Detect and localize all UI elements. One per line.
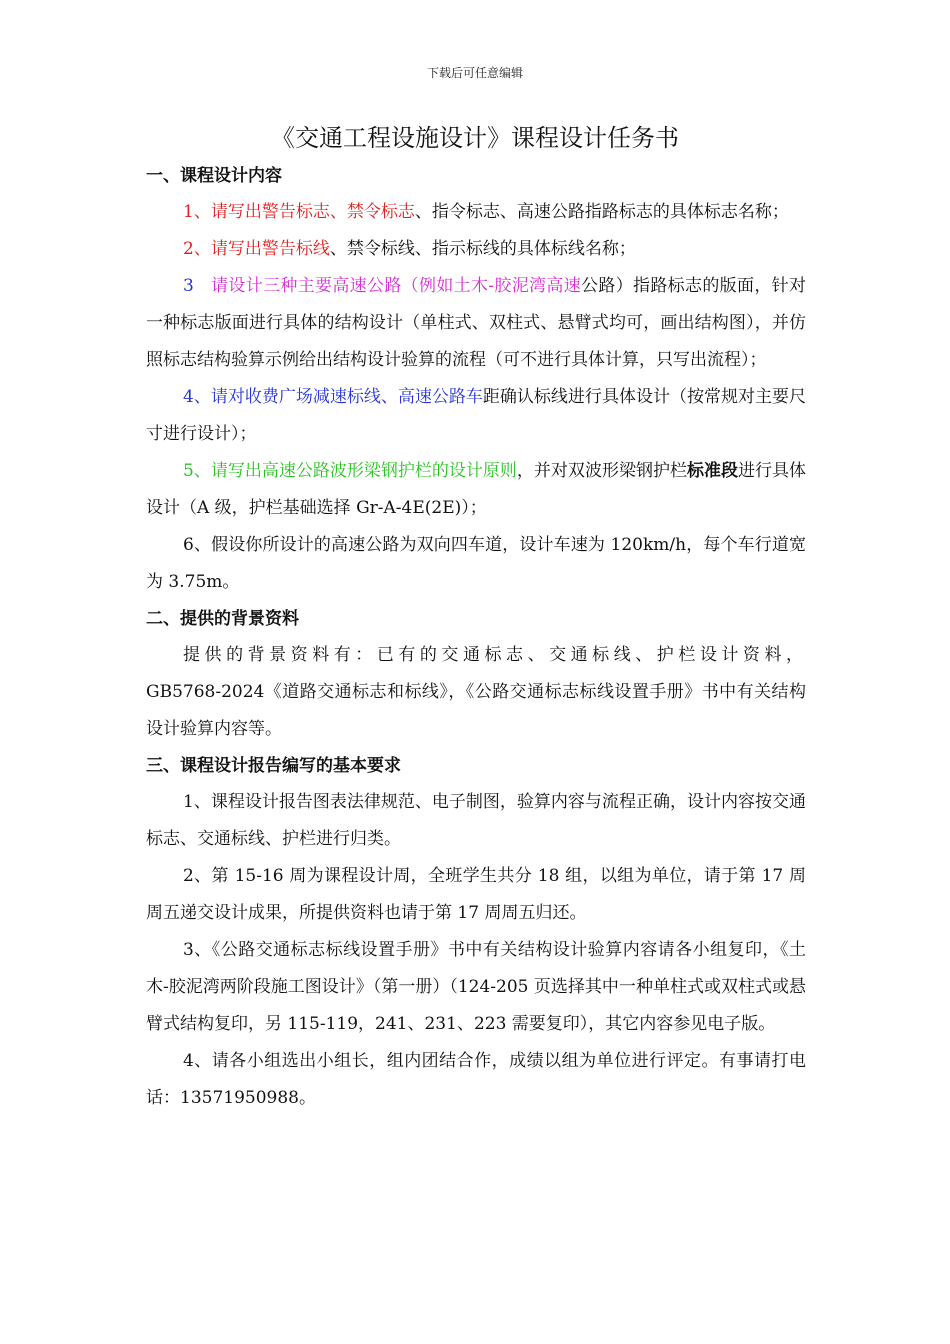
item-3-highlight: 请设计三种主要高速公路（例如土木-胶泥湾高速 — [211, 276, 582, 296]
item-1-highlight: 1、请写出警告标志、禁令标志 — [183, 202, 415, 222]
page-header: 下载后可任意编辑 — [426, 66, 523, 80]
requirement-item-4: 4、请各小组选出小组长，组内团结合作，成绩以组为单位进行评定。有事请打电话：13571950988。 — [146, 1051, 806, 1108]
item-4-text: 距确认标线进行具体设计（按常规对主要尺寸进行设计）； — [146, 387, 806, 444]
section-heading-background: 二、提供的背景资料 — [146, 609, 299, 629]
background-rest: GB5768-2024《道路交通标志和标线》，《公路交通标志标线设置手册》书中有关结构设计验算内容等。 — [146, 682, 806, 739]
background-line-1: 提供的背景资料有：已有的交通标志、交通标线、护栏设计资料， — [183, 645, 806, 665]
content-item-2 — [146, 231, 806, 268]
background-paragraph — [146, 637, 806, 748]
requirement-item-2: 2、第 15-16 周为课程设计周，全班学生共分 18 组，以组为单位，请于第 17 周周五递交设计成果，所提供资料也请于第 17 周周五归还。 — [146, 866, 806, 923]
content-item-1 — [146, 194, 806, 231]
content-item-5 — [146, 453, 806, 527]
requirement-item-3: 3、《公路交通标志标线设置手册》书中有关结构设计验算内容请各小组复印，《土木-胶泥湾两阶段施工图设计》（第一册）（124-205 页选择其中一种单柱式或双柱式或悬臂式结构复印，另 115-119，241、231、223 需要复印），其它内容参见电子版。 — [146, 940, 806, 1034]
item-3-text: 公路）指路标志的版面，针对一种标志版面进行具体的结构设计（单柱式、双柱式、悬臂式均可，画出结构图），并仿照标志结构验算示例给出结构设计验算的流程（可不进行具体计算，只写出流程）； — [146, 276, 806, 370]
item-4-highlight: 4、请对收费广场减速标线、高速公路车 — [183, 387, 483, 407]
section-heading-requirements: 三、课程设计报告编写的基本要求 — [146, 756, 401, 776]
item-5-text-a: ，并对双波形梁钢护栏 — [516, 461, 687, 481]
document-title: 《交通工程设施设计》课程设计任务书 — [271, 124, 679, 152]
item-2-highlight: 2、请写出警告标线 — [183, 239, 330, 259]
section-heading-content: 一、课程设计内容 — [146, 166, 282, 186]
content-item-4 — [146, 379, 806, 453]
item-2-text: 、禁令标线、指示标线的具体标线名称； — [329, 239, 636, 259]
requirement-item-1: 1、课程设计报告图表法律规范、电子制图，验算内容与流程正确，设计内容按交通标志、交通标线、护栏进行归类。 — [146, 792, 806, 849]
item-3-number: 3 — [183, 276, 194, 296]
item-5-highlight: 5、请写出高速公路波形梁钢护栏的设计原则 — [183, 461, 517, 481]
content-item-6: 6、假设你所设计的高速公路为双向四车道，设计车速为 120km/h，每个车行道宽为 3.75m。 — [146, 535, 806, 592]
document-body — [146, 158, 806, 1117]
item-5-text-b: 进行具体设计（A 级，护栏基础选择 Gr-A-4E(2E)）； — [146, 461, 807, 518]
item-5-bold: 标准段 — [686, 461, 738, 481]
content-item-3 — [146, 268, 806, 379]
item-1-text: 、指令标志、高速公路指路标志的具体标志名称； — [414, 202, 789, 222]
